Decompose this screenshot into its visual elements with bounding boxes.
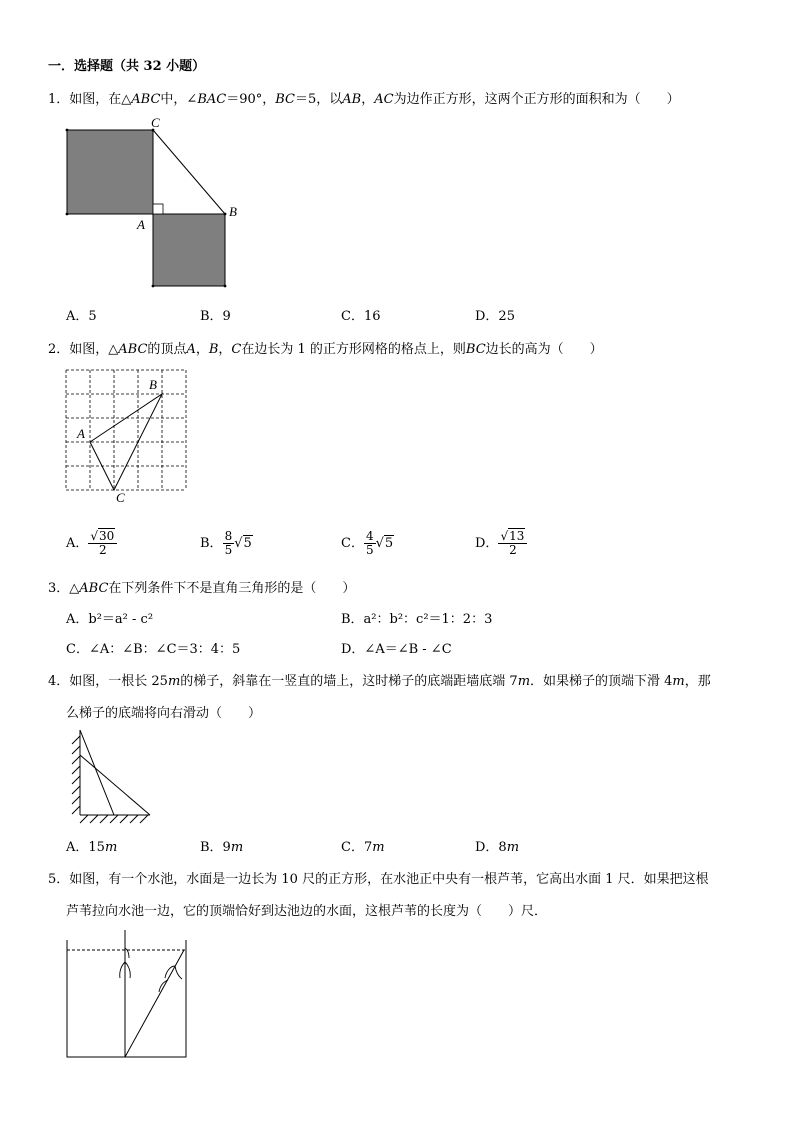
q1-option-b[interactable]: B．9 xyxy=(200,309,231,324)
q1-option-d[interactable]: D．25 xyxy=(475,309,515,324)
q4-option-a[interactable]: A．15m xyxy=(66,840,118,855)
q2-option-b[interactable]: B． $\frac{8}{5}$ √5 xyxy=(200,529,252,557)
grid-label-c: C xyxy=(116,490,125,505)
question-4-stem-line-1: 4．如图，一根长 25m的梯子，斜靠在一竖直的墙上，这时梯子的底端距墙底端 7m．如果梯子的顶端下滑 4m，那 xyxy=(48,674,711,689)
grid-label-b: B xyxy=(149,377,157,392)
q4-option-b[interactable]: B．9m xyxy=(200,840,244,855)
label-c: C xyxy=(151,115,160,130)
pond-outline xyxy=(67,940,186,1057)
q2-option-d[interactable]: D． $\frac{√13}{2}$ xyxy=(475,530,527,557)
q3-option-c[interactable]: C．∠A：∠B：∠C＝3：4：5 xyxy=(66,642,241,657)
question-3-stem: 3．△ABC在下列条件下不是直角三角形的是（ ） xyxy=(48,581,356,596)
q3-option-b[interactable]: B．a²：b²：c²＝1：2：3 xyxy=(341,612,493,627)
grid-label-a: A xyxy=(77,426,85,441)
q2-option-c[interactable]: C． $\frac{4}{5}$ √5 xyxy=(341,529,394,557)
question-1-stem: 1．如图，在△ABC中，∠BAC＝90°，BC＝5，以AB，AC为边作正方形，这两个正方形的面积和为（ ） xyxy=(48,92,680,107)
question-5-stem-line-2: 芦苇拉向水池一边，它的顶端恰好到达池边的水面，这根芦苇的长度为（ ）尺． xyxy=(66,904,548,919)
section-title: 一．选择题（共 32 小题） xyxy=(48,59,206,74)
q4-option-d[interactable]: D．8m xyxy=(475,840,520,855)
q3-option-d[interactable]: D．∠A＝∠B - ∠C xyxy=(341,642,452,657)
label-b: B xyxy=(229,204,237,219)
question-2-stem: 2．如图，△ABC的顶点A，B，C在边长为 1 的正方形网格的格点上，则BC边长的高为（ ） xyxy=(48,342,603,357)
question-5-stem-line-1: 5．如图，有一个水池，水面是一边长为 10 尺的正方形，在水池正中央有一根芦苇，它高出水面 1 尺．如果把这根 xyxy=(48,872,709,887)
q3-option-a[interactable]: A．b²＝a² - c² xyxy=(66,612,154,627)
question-4-stem-line-2: 么梯子的底端将向右滑动（ ） xyxy=(66,706,262,721)
q1-option-a[interactable]: A．5 xyxy=(66,309,97,324)
q1-option-c[interactable]: C．16 xyxy=(341,309,381,324)
q2-option-a[interactable]: A． $\frac{√30}{2}$ xyxy=(66,530,117,557)
q4-option-c[interactable]: C．7m xyxy=(341,840,385,855)
label-a: A xyxy=(137,217,145,232)
